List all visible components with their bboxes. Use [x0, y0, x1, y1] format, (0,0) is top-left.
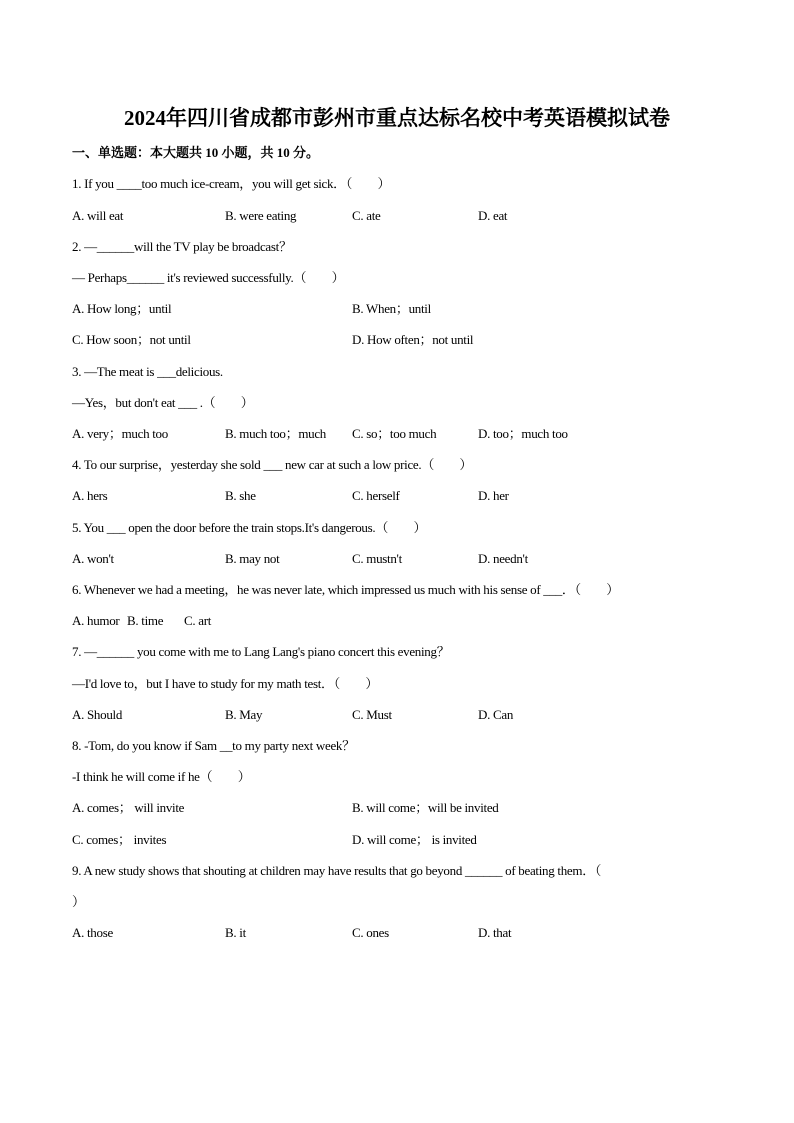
question-8-stem: 8. -Tom, do you know if Sam __to my party next week？ [72, 738, 355, 753]
question-5-stem: 5. You ___ open the door before the train stops.It's dangerous.（ ） [72, 520, 427, 535]
question-7-stem: 7. —______ you come with me to Lang Lang's piano concert this evening？ [72, 644, 450, 659]
exam-title: 2024年四川省成都市彭州市重点达标名校中考英语模拟试卷 [124, 106, 670, 130]
question-4-stem: 4. To our surprise，yesterday she sold ___ new car at such a low price.（ ） [72, 457, 473, 472]
question-2-stem: 2. —______will the TV play be broadcast？ [72, 239, 292, 254]
question-4-option-c: C. herself [352, 488, 400, 503]
question-3-option-c: C. so；too much [352, 426, 437, 441]
question-3-stem-line-2: —Yes，but don't eat ___ .（ ） [72, 395, 254, 410]
question-9-option-b: B. it [225, 925, 246, 940]
question-8-option-b: B. will come；will be invited [352, 800, 499, 815]
question-9-option-d: D. that [478, 925, 512, 940]
question-7-option-d: D. Can [478, 707, 514, 722]
question-3-option-a: A. very；much too [72, 426, 168, 441]
question-1-option-d: D. eat [478, 208, 508, 223]
question-6-option-b: B. time [127, 613, 164, 628]
question-1-option-a: A. will eat [72, 208, 124, 223]
question-8-option-c: C. comes； invites [72, 832, 167, 847]
question-1-option-b: B. were eating [225, 208, 297, 223]
question-6-option-a: A. humor [72, 613, 120, 628]
question-5-option-d: D. needn't [478, 551, 528, 566]
question-7-option-a: A. Should [72, 707, 123, 722]
question-4-option-d: D. her [478, 488, 509, 503]
question-2-option-d: D. How often；not until [352, 332, 474, 347]
question-2-option-b: B. When；until [352, 301, 431, 316]
question-8-stem-line-2: -I think he will come if he（ ） [72, 769, 251, 784]
section-heading: 一、单选题：本大题共 10 小题，共 10 分。 [72, 145, 320, 160]
question-2-stem-line-2: — Perhaps______ it's reviewed successfully.（ ） [72, 270, 345, 285]
question-3-option-d: D. too；much too [478, 426, 568, 441]
question-6-option-c: C. art [184, 613, 212, 628]
question-7-option-c: C. Must [352, 707, 392, 722]
question-7-stem-line-2: —I'd love to，but I have to study for my math test．（ ） [72, 676, 379, 691]
question-4-option-a: A. hers [72, 488, 108, 503]
question-5-option-b: B. may not [225, 551, 280, 566]
question-8-option-a: A. comes； will invite [72, 800, 185, 815]
question-5-option-a: A. won't [72, 551, 114, 566]
question-1-stem: 1. If you ____too much ice-cream，you will get sick．（ ） [72, 176, 391, 191]
question-6-stem: 6. Whenever we had a meeting，he was never late, which impressed us much with his sense of ___．（ ） [72, 582, 619, 597]
question-5-option-c: C. mustn't [352, 551, 402, 566]
question-2-option-a: A. How long；until [72, 301, 172, 316]
question-9-stem: 9. A new study shows that shouting at children may have results that go beyond ______ of beating them．（ [72, 863, 602, 878]
question-4-option-b: B. she [225, 488, 256, 503]
question-7-option-b: B. May [225, 707, 263, 722]
question-8-option-d: D. will come； is invited [352, 832, 477, 847]
question-9-stem-line-2: ） [72, 894, 85, 909]
question-9-option-a: A. those [72, 925, 113, 940]
question-1-option-c: C. ate [352, 208, 381, 223]
question-3-option-b: B. much too；much [225, 426, 326, 441]
question-9-option-c: C. ones [352, 925, 389, 940]
question-3-stem: 3. —The meat is ___delicious. [72, 364, 223, 379]
question-2-option-c: C. How soon；not until [72, 332, 191, 347]
